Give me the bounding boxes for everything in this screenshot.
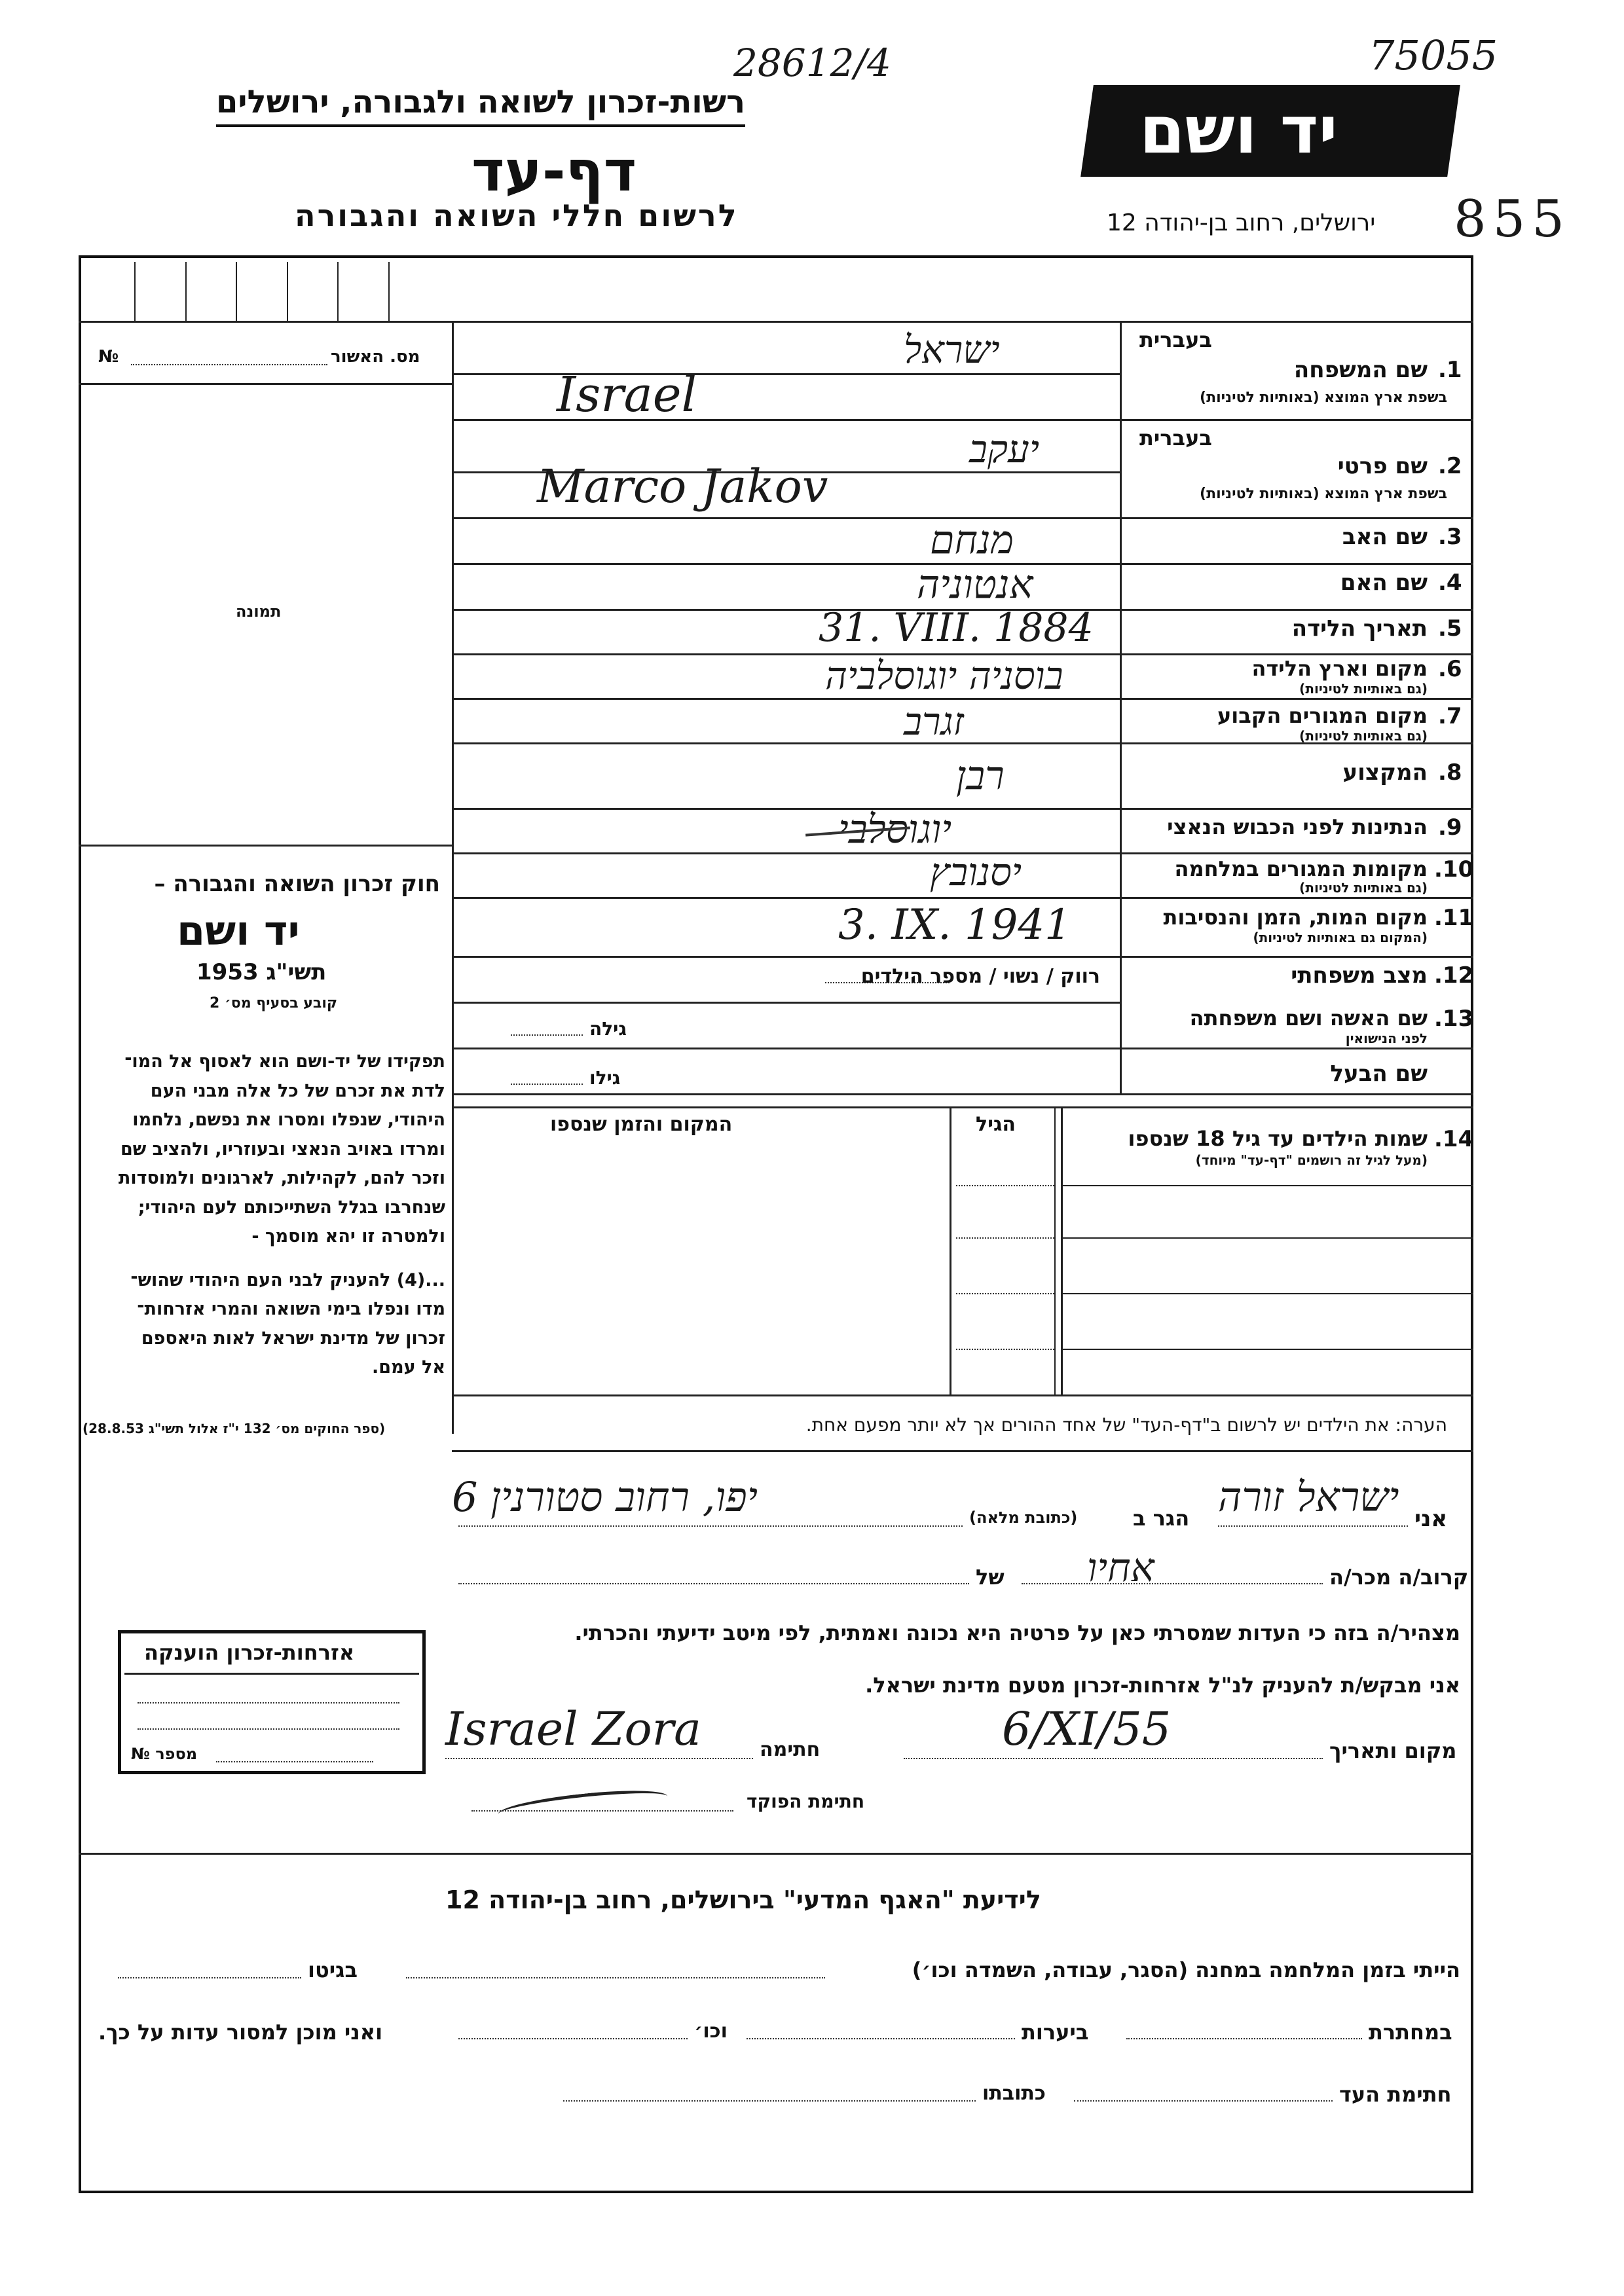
first-name-hebrew-value: יעקב	[969, 427, 1040, 471]
declaration-i-label: אני	[1414, 1506, 1448, 1532]
war-residence-value: יסנובץ	[930, 850, 1022, 894]
mother-name-value: אנטוניה	[917, 562, 1033, 608]
marital-status-options: רווק / נשוי / מספר הילדים	[860, 965, 1100, 988]
approval-no-mark: №	[98, 347, 119, 367]
field-number: 14.	[1434, 1126, 1474, 1152]
declarant-address-value: יפו, רחוב סטורנין 6	[452, 1473, 758, 1521]
field-label-marital-status: מצב משפחתי	[1291, 962, 1428, 989]
declaration-relative-label: קרוב/ה מכר/ה	[1329, 1565, 1469, 1590]
residence-value: זגרב	[904, 699, 964, 744]
first-name-latin-value: Marco Jakov	[537, 460, 828, 513]
field-number: 1.	[1438, 357, 1462, 383]
field-number: 3.	[1438, 524, 1462, 550]
info-section-title: לידיעת "האגף המדעי" בירושלים, רחוב בן-יהודה 12	[445, 1886, 1041, 1914]
field-number: 12.	[1434, 962, 1474, 989]
field-number: 13.	[1434, 1006, 1474, 1032]
field-note: (המקום גם באותיות לטיניות)	[1253, 930, 1428, 945]
place-date-label: מקום ותאריך	[1329, 1738, 1457, 1763]
citizenship-box-title: אזרחות-זכרון הוענקה	[144, 1640, 355, 1665]
officer-signature-label: חתימת הפוקד	[747, 1791, 865, 1812]
field-note: לפני הנישואין	[1345, 1030, 1428, 1046]
field-number: 7.	[1438, 703, 1462, 729]
field-note: (גם באותיות לטיניות)	[1299, 728, 1428, 744]
husband-age-label: גילו	[589, 1067, 621, 1089]
relation-value: אחיו	[1087, 1545, 1154, 1591]
wife-age-label: גילה	[589, 1018, 627, 1040]
citizenship-value: יוגוסלבי	[838, 807, 952, 852]
info-line2-start: במחתרת	[1369, 2020, 1452, 2045]
family-name-latin-value: Israel	[557, 367, 697, 423]
law-title: חוק זכרון השואה והגבורה –	[154, 871, 440, 897]
stamp-number: 28612/4	[733, 41, 891, 85]
birth-place-value: בוסניה יוגוסלביה	[825, 653, 1063, 698]
field-label-citizenship: הנתינות לפני הכבוש הנאצי	[1167, 814, 1428, 839]
approval-label: מס. האשור	[331, 347, 420, 367]
law-year: תשי"ג 1953	[196, 959, 327, 985]
field-note: בשפת ארץ המוצא (באותיות לטיניות)	[1200, 486, 1447, 502]
form-subtitle: לרשום חללי השואה והגבורה	[295, 198, 739, 233]
field-number: 5.	[1438, 615, 1462, 642]
field-label-father-name: שם האב	[1342, 524, 1428, 550]
birth-date-value: 31. VIII. 1884	[819, 605, 1094, 651]
death-date-value: 3. IX. 1941	[838, 901, 1071, 949]
field-label-residence: מקום המגורים הקבוע	[1217, 703, 1428, 728]
field-note: (גם באותיות לטיניות)	[1299, 681, 1428, 697]
children-col-age: הגיל	[976, 1113, 1016, 1136]
page-number: 855	[1454, 190, 1571, 249]
field-label-husband-name: שם הבעל	[1330, 1061, 1428, 1087]
law-source: (ספר החוקים מס׳ 132 י"ז אלול תשי"ג 28.8.53)	[83, 1421, 386, 1436]
logo-text: יד ושם	[1139, 92, 1338, 168]
children-col-place: המקום והזמן שנספו	[550, 1113, 733, 1136]
field-label-birth-date: תאריך הלידה	[1291, 615, 1428, 642]
info-line2-etc: וכו׳	[694, 2020, 728, 2043]
law-name: יד ושם	[177, 907, 300, 955]
info-line3-start: חתימת העד	[1339, 2082, 1452, 2107]
photo-label: תמונה	[236, 602, 282, 621]
profession-value: רבן	[956, 753, 1005, 799]
info-line3-address: כתובתו	[982, 2082, 1046, 2105]
field-lang-hebrew: בעברית	[1139, 426, 1212, 450]
family-name-hebrew-value: ישראל	[904, 327, 1000, 372]
code-cells	[85, 262, 439, 321]
field-number: 10.	[1434, 856, 1474, 883]
info-line1: הייתי בזמן המלחמה במחנה (הסגר, עבודה, השמדה וכו׳)	[912, 1958, 1460, 1982]
children-label: שמות הילדים עד גיל 18 שנספו	[1128, 1126, 1428, 1151]
law-text: תפקידו של יד-ושם הוא לאסוף אל המו־ לדת את זכרם של כל אלה מבני העם היהודי, שנפלו ומסרו את נפשם, נלחמו ומרדו באויב הנאצי ובעוזריו, ולהציב שם וזכר להם, לקהילות, לארגונים ולמוסדות שנחרבו בגלל השתייכותם לעם היהודי; ולמטרה זו יהא מוסמך - ...(4) להעניק לבני העם היהודי שהוש־ מדו ונפלו בימי השואה והמרי אזרחות־ זכרון של מדינת ישראל לאות היאספם אל עמם.	[118, 1051, 445, 1377]
field-number: 11.	[1434, 905, 1474, 931]
signature-value: Israel Zora	[445, 1702, 701, 1756]
field-number: 6.	[1438, 656, 1462, 682]
field-label-war-residence: מקומות המגורים במלחמה	[1174, 856, 1428, 881]
field-label-mother-name: שם האם	[1340, 570, 1428, 596]
document-id: 75055	[1369, 31, 1498, 79]
field-number: 2.	[1438, 453, 1462, 479]
declarant-name-value: ישראל זורה	[1218, 1473, 1399, 1521]
field-label-first-name: שם פרטי	[1337, 453, 1428, 479]
info-line1-end: בגיטו	[308, 1958, 358, 1982]
field-label-profession: המקצוע	[1342, 759, 1428, 786]
authority-name: רשות-זכרון לשואה ולגבורה, ירושלים	[216, 84, 745, 127]
info-line2-forests: ביערות	[1022, 2020, 1089, 2045]
declaration-of-label: של	[976, 1565, 1005, 1590]
field-note: בשפת ארץ המוצא (באותיות לטיניות)	[1200, 390, 1447, 406]
form-title: דף-עד	[471, 139, 637, 204]
field-lang-hebrew: בעברית	[1139, 327, 1212, 352]
law-clause: קובע בסעיף מס׳ 2	[210, 995, 338, 1011]
field-number: 8.	[1438, 759, 1462, 786]
field-number: 9.	[1438, 814, 1462, 841]
field-number: 4.	[1438, 570, 1462, 596]
children-note: (מעל לגיל זה רושמים "דף-עד" מיוחד)	[1195, 1152, 1428, 1168]
signature-label: חתימה	[760, 1738, 821, 1761]
info-line2-end: ואני מוכן למסור עדות על כך.	[98, 2020, 383, 2045]
father-name-value: מנחם	[930, 517, 1014, 563]
declaration-statement: מצהיר/ה בזה כי העדות שמסרתי כאן על פרטיה היא נכונה ואמתית, לפי מיטב ידיעתי והכרתי.	[574, 1620, 1460, 1645]
declaration-resides-label: הגר ב	[1133, 1506, 1190, 1531]
remark-text: הערה: את הילדים יש לרשום ב"דף-העד" של אחד ההורים אך לא יותר מפעם אחת.	[805, 1414, 1447, 1436]
field-label-family-name: שם המשפחה	[1293, 357, 1428, 383]
field-label-wife-name: שם האשה ושם משפחתה	[1189, 1006, 1428, 1030]
declaration-full-address-label: (כתובת מלאה)	[969, 1508, 1078, 1527]
field-label-death-place: מקום המות, הזמן והנסיבות	[1163, 905, 1428, 930]
citizenship-box-no: מספר №	[131, 1745, 198, 1763]
header-address: ירושלים, רחוב בן-יהודה 12	[1107, 210, 1376, 236]
field-label-birth-place: מקום וארץ הלידה	[1251, 656, 1428, 681]
place-date-value: 6/XI/55	[1002, 1702, 1172, 1756]
field-note: (גם באותיות לטיניות)	[1299, 880, 1428, 896]
declaration-request: אני מבקש/ת להעניק לנ"ל אזרחות-זכרון מטעם מדינת ישראל.	[865, 1673, 1460, 1698]
